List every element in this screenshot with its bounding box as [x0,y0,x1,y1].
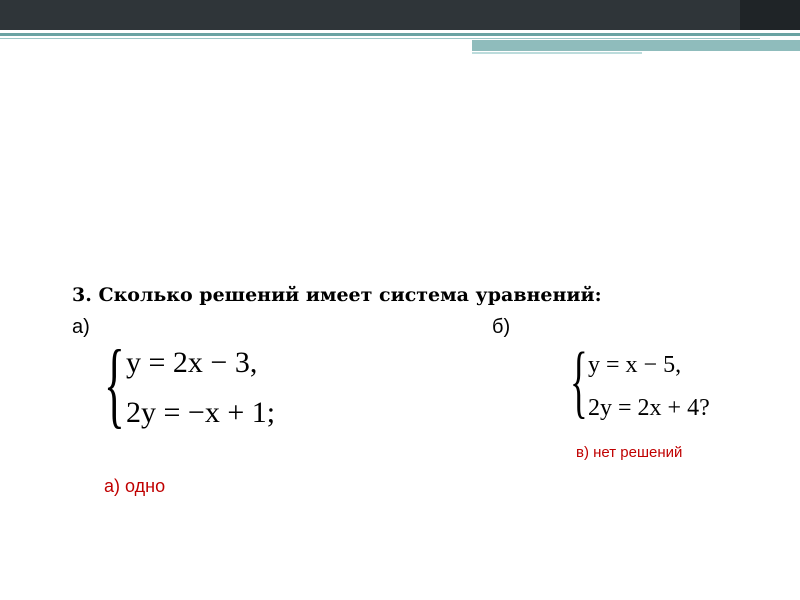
system-b-equation-2: 2y = 2x + 4? [588,395,710,421]
part-a-label: а) [72,316,90,338]
header-bar [0,0,800,30]
question-number: 3. [72,284,92,306]
accent-block [472,40,800,51]
system-b-brace: { [570,335,588,426]
system-a-brace: { [104,330,125,437]
header-bar-dark-segment [740,0,800,30]
question-heading [72,284,602,306]
system-b-equation-1: y = x − 5, [588,352,682,378]
system-a-equation-2: 2y = −x + 1; [126,396,276,429]
accent-block-secondary [472,52,642,54]
system-a-equation-1: y = 2x − 3, [126,346,258,379]
answer-a: а) одно [104,476,166,496]
answer-c: в) нет решений [576,444,683,461]
question-text: Сколько решений имеет система уравнений: [98,284,602,306]
accent-line [0,33,800,36]
part-b-label: б) [492,316,511,338]
accent-line-thin [0,38,760,39]
